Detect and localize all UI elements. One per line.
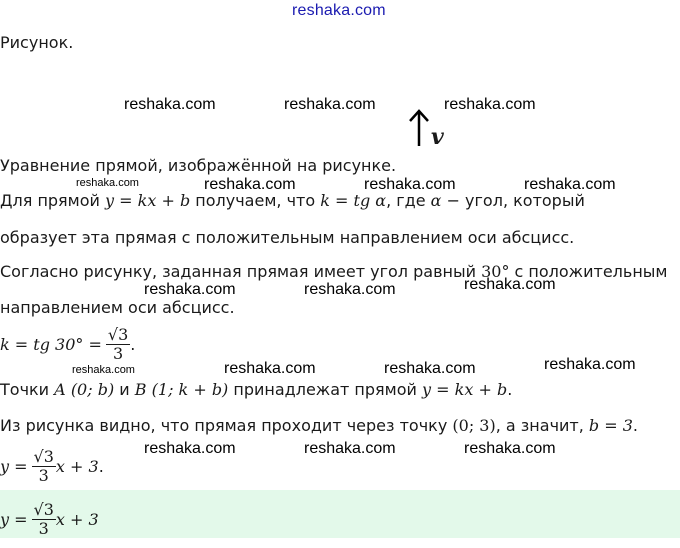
fraction-denominator: 3 [112, 343, 124, 363]
answer-equation [0, 490, 99, 548]
watermark-top[interactable]: reshaka.com [292, 2, 386, 19]
text: с положительным [514, 262, 668, 281]
y-equation [0, 444, 104, 488]
text: Для прямой [0, 191, 100, 210]
fraction [106, 326, 130, 363]
text: принадлежат прямой [233, 380, 417, 399]
watermark: reshaka.com [124, 96, 216, 113]
watermark: reshaka.com [72, 364, 135, 376]
watermark: reshaka.com [524, 176, 616, 193]
math-angle: 30° [481, 262, 510, 281]
fraction [32, 448, 56, 485]
point-b: B (1; k + b) [134, 380, 229, 399]
fraction-numerator: √3 [107, 324, 129, 344]
watermark: reshaka.com [444, 96, 536, 113]
text: . [98, 456, 104, 476]
watermark: reshaka.com [464, 276, 556, 293]
points-line [0, 380, 512, 399]
text: Из рисунка видно, что прямая проходит через точку [0, 416, 448, 435]
arrow-label: v [431, 124, 444, 150]
math-equation: y = kx + b [105, 191, 191, 210]
text: , а значит, [495, 416, 584, 435]
watermark: reshaka.com [364, 176, 456, 193]
math-equation: b = 3 [588, 416, 633, 435]
answer-box [0, 490, 680, 538]
paragraph-3 [0, 416, 638, 435]
text: . [507, 380, 513, 399]
watermark: reshaka.com [144, 281, 236, 298]
math-lhs: k = tg 30° = [0, 334, 102, 354]
point-a: A (0; b) [54, 380, 115, 399]
math-rhs: x + 3 [55, 456, 99, 476]
text: , где [386, 191, 426, 210]
text: . [130, 334, 136, 354]
fraction [32, 501, 56, 538]
text: Согласно рисунку, заданная прямая имеет угол равный [0, 262, 476, 281]
paragraph-2-line-1 [0, 262, 667, 281]
text: получаем, что [195, 191, 316, 210]
watermark: reshaka.com [464, 440, 556, 457]
watermark: reshaka.com [304, 281, 396, 298]
watermark: reshaka.com [384, 360, 476, 377]
math-equation: k = tg α [320, 191, 387, 210]
math-symbol: α [430, 191, 442, 210]
text: Точки [0, 380, 50, 399]
math-point: (0; 3) [452, 416, 496, 435]
math-equation: y = kx + b [422, 380, 508, 399]
text: и [119, 380, 130, 399]
watermark: reshaka.com [144, 440, 236, 457]
k-equation [0, 322, 135, 366]
math-rhs: x + 3 [55, 509, 99, 529]
text: . [632, 416, 639, 435]
fraction-denominator: 3 [38, 518, 49, 538]
watermark: reshaka.com [304, 440, 396, 457]
watermark: reshaka.com [76, 177, 139, 189]
watermark: reshaka.com [284, 96, 376, 113]
math-lhs: y = [0, 509, 28, 529]
paragraph-line-1 [0, 191, 585, 210]
paragraph-line-2: образует эта прямая с положительным направлением оси абсцисс. [0, 228, 575, 247]
figure-label: Рисунок. [0, 33, 74, 52]
fraction-numerator: √3 [33, 446, 54, 466]
fraction-denominator: 3 [38, 465, 49, 485]
fraction-numerator: √3 [33, 499, 54, 519]
watermark: reshaka.com [204, 176, 296, 193]
watermark: reshaka.com [224, 360, 316, 377]
paragraph-2-line-2: направлением оси абсцисс. [0, 298, 235, 317]
watermark: reshaka.com [544, 356, 636, 373]
text: − угол, который [446, 191, 585, 210]
line-equation-heading: Уравнение прямой, изображённой на рисунке. [0, 156, 397, 175]
math-lhs: y = [0, 456, 28, 476]
